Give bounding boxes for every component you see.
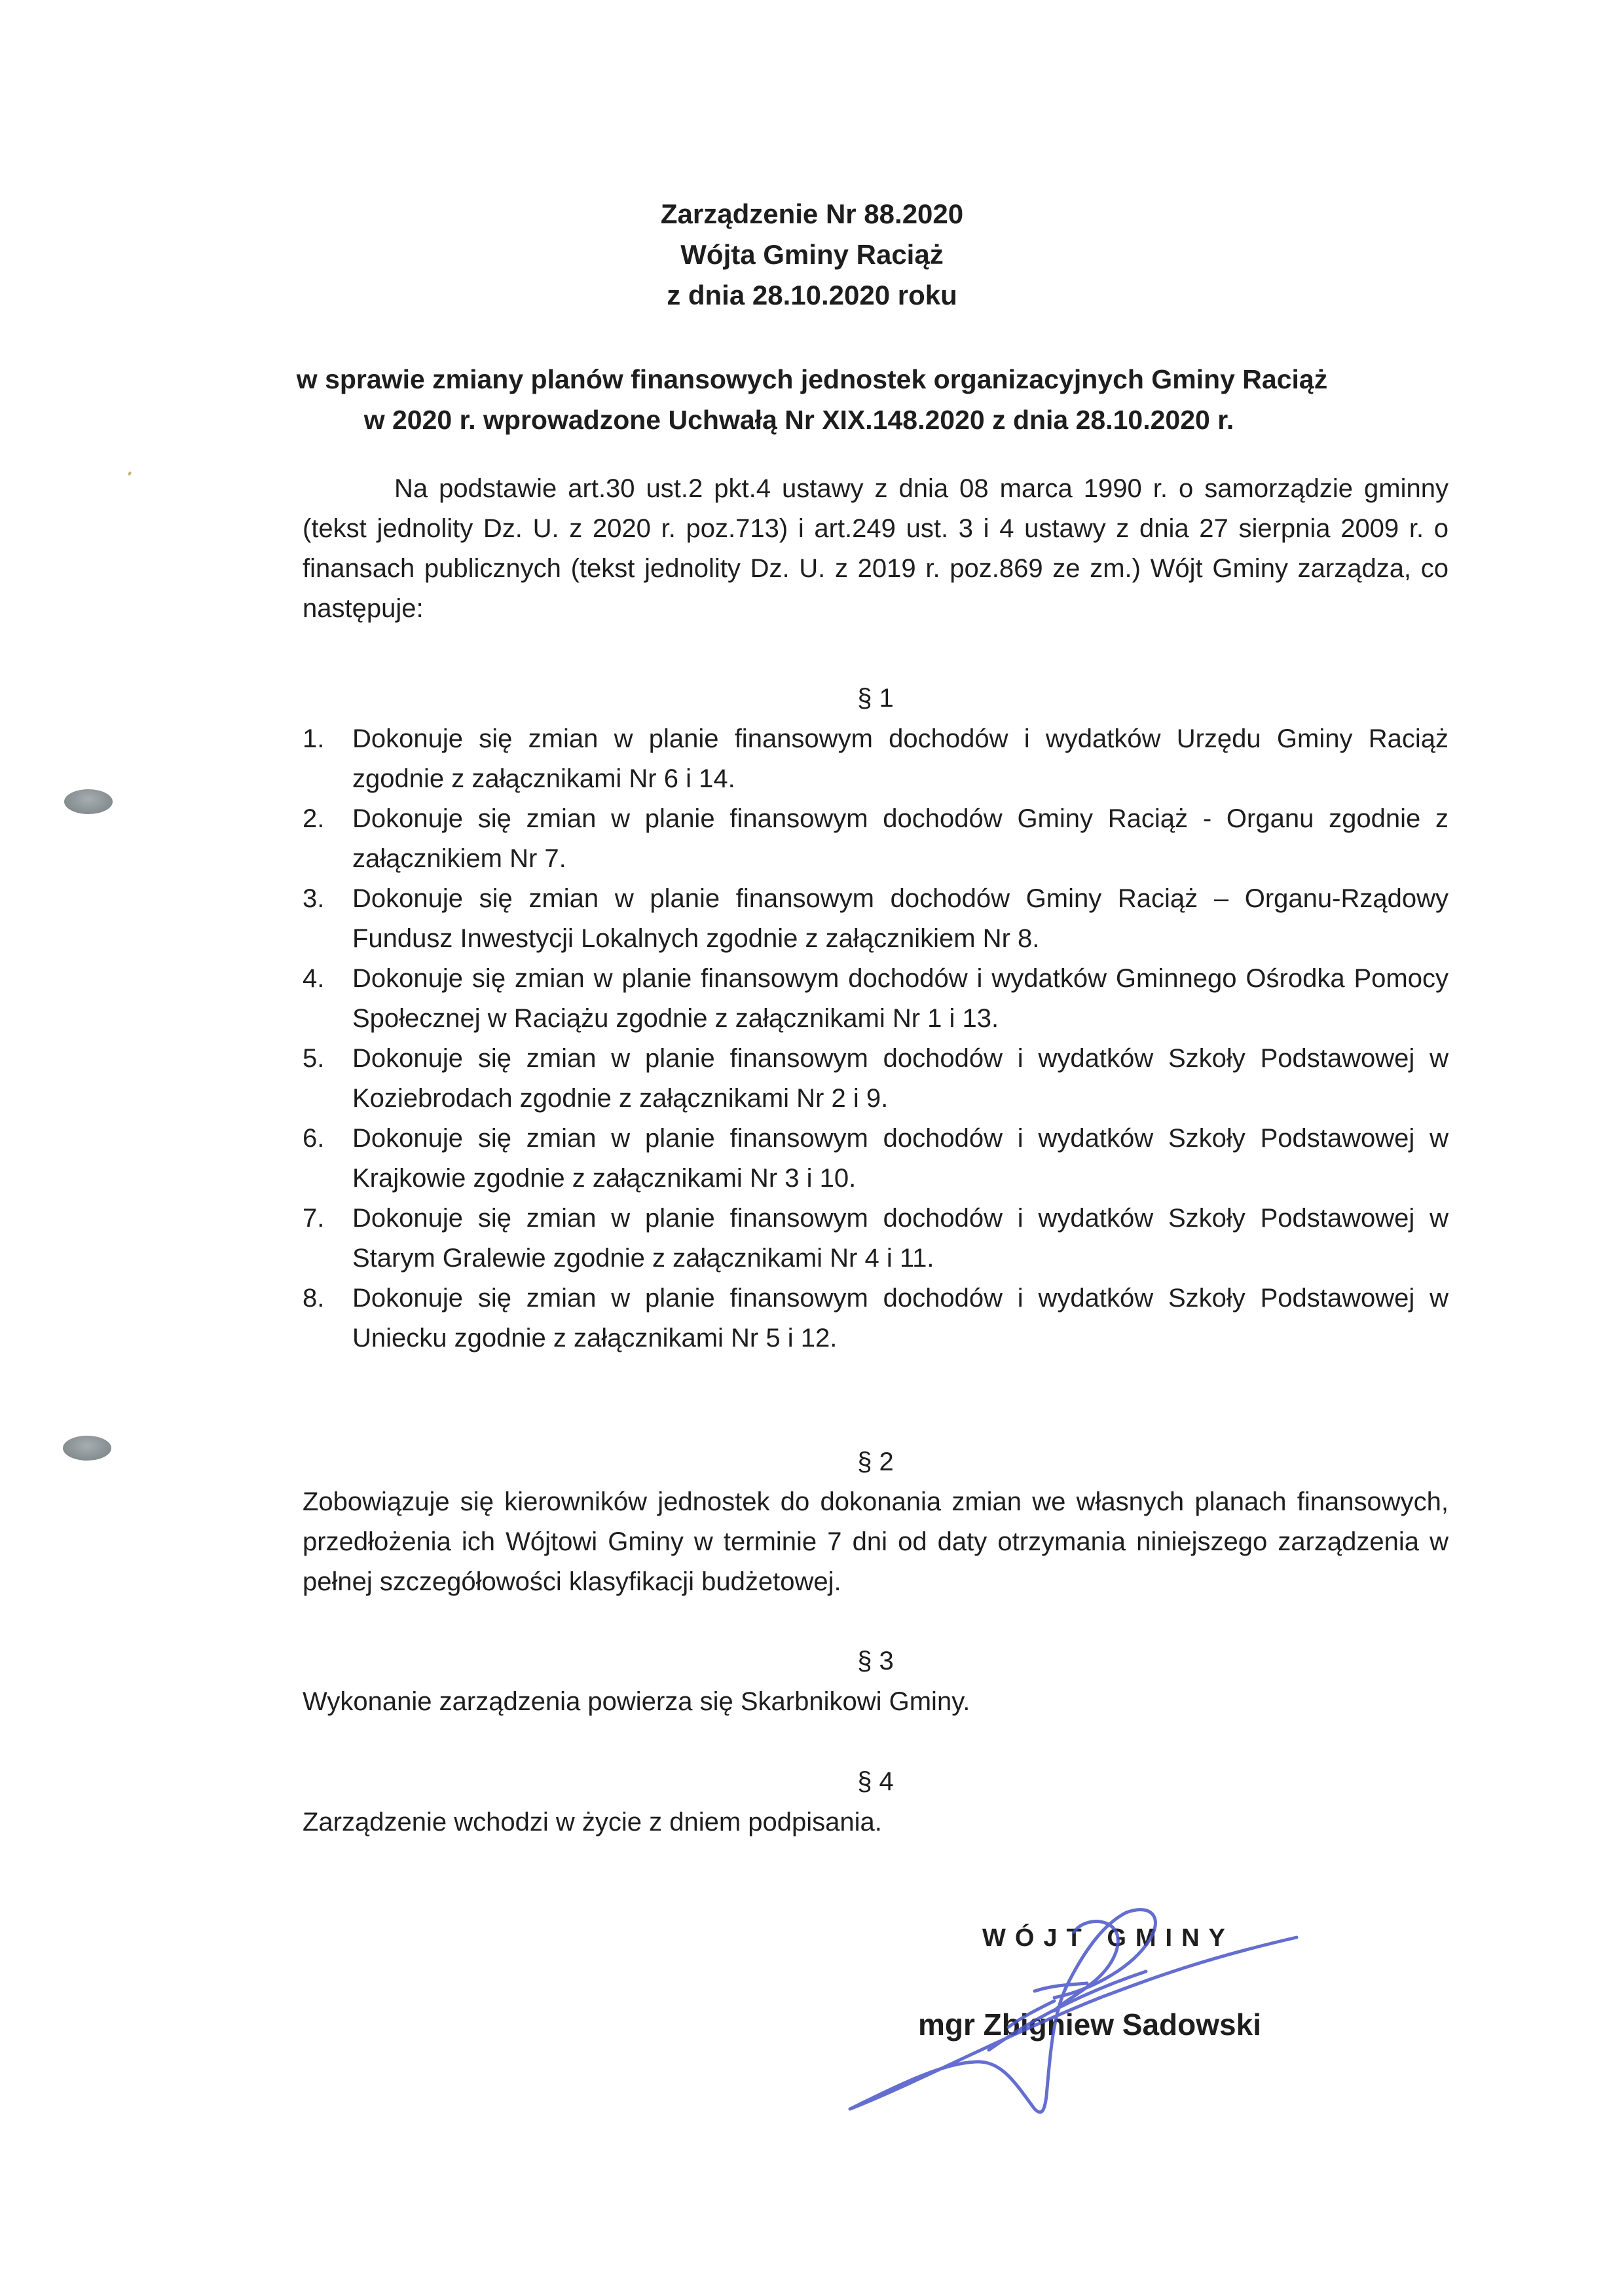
scan-speck [128, 471, 132, 476]
list-item-text: Dokonuje się zmian w planie finansowym dochodów Gminy Raciąż - Organu zgodnie z załącznikiem Nr 7. [352, 804, 1449, 873]
list-item-text: Dokonuje się zmian w planie finansowym dochodów Gminy Raciąż – Organu-Rządowy Fundusz Inwestycji Lokalnych zgodnie z załącznikiem Nr 8. [352, 884, 1449, 953]
section-3-heading [303, 1641, 1449, 1681]
document-date: z dnia 28.10.2020 roku [667, 280, 957, 310]
list-item-number: 7. [303, 1204, 325, 1233]
section-4-text: Zarządzenie wchodzi w życie z dniem podpisania. [303, 1808, 882, 1837]
document-title: Zarządzenie Nr 88.2020 [660, 198, 964, 229]
punch-hole-icon [63, 1436, 111, 1461]
list-item [303, 879, 1449, 959]
section-heading: § 2 [857, 1447, 894, 1476]
list-item-number: 3. [303, 884, 325, 913]
list-item-text: Dokonuje się zmian w planie finansowym dochodów i wydatków Urzędu Gminy Raciąż zgodnie z załącznikami Nr 6 i 14. [352, 724, 1449, 793]
section-2-text: Zobowiązuje się kierowników jednostek do dokonania zmian we własnych planach finansowych, przedłożenia ich Wójtowi Gminy w terminie 7 dni od daty otrzymania niniejszego zarządzenia w pełnej szczegółowości klasyfikacji budżetowej. [303, 1487, 1449, 1596]
section-heading: § 4 [857, 1767, 894, 1796]
list-item-text: Dokonuje się zmian w planie finansowym dochodów i wydatków Szkoły Podstawowej w Krajkowie zgodnie z załącznikami Nr 3 i 10. [352, 1124, 1449, 1193]
signature-name: mgr Zbigniew Sadowski [918, 2007, 1261, 2042]
preamble: Na podstawie art.30 ust.2 pkt.4 ustawy z dnia 08 marca 1990 r. o samorządzie gminny (tekst jednolity Dz. U. z 2020 r. poz.713) i art.249 ust. 3 i 4 ustawy z dnia 27 sierpnia 2009 r. o finansach publicznych (tekst jednolity Dz. U. z 2019 r. poz.869 ze zm.) Wójt Gminy zarządza, co następuje: [303, 474, 1449, 623]
document-header [0, 194, 1624, 316]
section-1-list [303, 719, 1449, 1358]
list-item-text: Dokonuje się zmian w planie finansowym dochodów i wydatków Szkoły Podstawowej w Uniecku zgodnie z załącznikami Nr 5 i 12. [352, 1284, 1449, 1353]
list-item [303, 719, 1449, 799]
list-item [303, 1119, 1449, 1199]
list-item-number: 2. [303, 804, 325, 833]
section-3-text: Wykonanie zarządzenia powierza się Skarbnikowi Gminy. [303, 1687, 970, 1716]
list-item-text: Dokonuje się zmian w planie finansowym dochodów i wydatków Szkoły Podstawowej w Starym Gralewie zgodnie z załącznikami Nr 4 i 11. [352, 1204, 1449, 1273]
subject-line-2: w 2020 r. wprowadzone Uchwałą Nr XIX.148.2020 z dnia 28.10.2020 r. [363, 405, 1234, 435]
list-item [303, 1039, 1449, 1119]
list-item [303, 959, 1449, 1039]
section-2-heading [303, 1442, 1449, 1482]
section-heading: § 1 [857, 684, 894, 713]
signature-title: WÓJT GMINY [982, 1924, 1234, 1952]
list-item [303, 1199, 1449, 1278]
section-1-heading [303, 679, 1449, 718]
section-heading: § 3 [857, 1647, 894, 1675]
handwritten-signature-icon [838, 1886, 1336, 2135]
section-4-heading [303, 1762, 1449, 1802]
list-item-number: 8. [303, 1284, 325, 1313]
document-subject [0, 359, 1624, 440]
list-item-text: Dokonuje się zmian w planie finansowym dochodów i wydatków Szkoły Podstawowej w Koziebrodach zgodnie z załącznikami Nr 2 i 9. [352, 1044, 1449, 1113]
subject-line-1: w sprawie zmiany planów finansowych jednostek organizacyjnych Gminy Raciąż [296, 364, 1328, 394]
document-issuer: Wójta Gminy Raciąż [680, 239, 944, 270]
list-item [303, 799, 1449, 879]
list-item-number: 6. [303, 1124, 325, 1153]
list-item [303, 1278, 1449, 1358]
list-item-number: 5. [303, 1044, 325, 1073]
list-item-number: 4. [303, 964, 325, 993]
list-item-text: Dokonuje się zmian w planie finansowym dochodów i wydatków Gminnego Ośrodka Pomocy Społecznej w Raciążu zgodnie z załącznikami Nr 1 i 13. [352, 964, 1449, 1033]
list-item-number: 1. [303, 724, 325, 753]
punch-hole-icon [64, 789, 113, 814]
